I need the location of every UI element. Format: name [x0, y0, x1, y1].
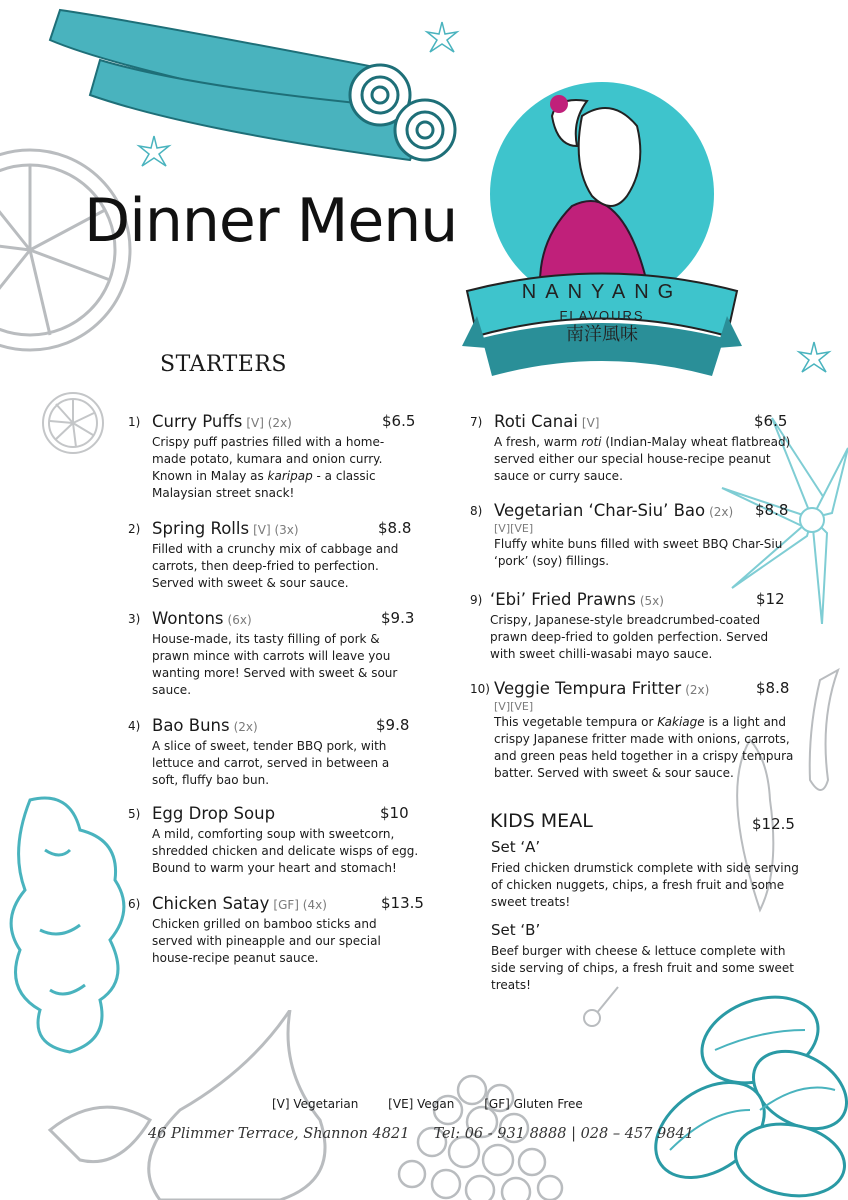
cardamom-illustration: [640, 960, 848, 1200]
item-price: $10: [380, 804, 409, 822]
set-description: Fried chicken drumstick complete with side serving of chicken nuggets, chips, a fresh fruit and some sweet treats!: [491, 861, 799, 909]
menu-item-curry-puffs: [128, 412, 416, 502]
item-price: $8.8: [378, 519, 412, 537]
item-name: Curry Puffs: [152, 412, 243, 431]
logo-sub-text: FLAVOURS: [559, 308, 645, 323]
item-description: Chicken grilled on bamboo sticks and served with pineapple and our special house-recipe peanut sauce.: [152, 917, 381, 965]
item-description: Crispy puff pastries filled with a home-made potato, kumara and onion curry. Known in Malay as karipap - a classic Malaysian street snack!: [152, 435, 385, 500]
item-name: ‘Ebi’ Fried Prawns: [490, 590, 636, 609]
item-number: 5): [128, 807, 141, 821]
item-name: Spring Rolls: [152, 519, 250, 538]
item-price: $9.3: [381, 609, 415, 627]
item-number: 10): [470, 682, 490, 696]
item-tags: (2x): [685, 683, 710, 697]
item-description: House-made, its tasty filling of pork & prawn mince with carrots will leave you wanting more! Served with sweet & sour sauce.: [152, 632, 398, 697]
item-name: Egg Drop Soup: [152, 804, 276, 823]
logo-brand-text: NANYANG: [521, 281, 683, 303]
item-tags: (6x): [227, 613, 252, 627]
item-number: 9): [470, 593, 483, 607]
menu-item-ebi-fried-prawns: [470, 590, 794, 663]
item-tags: (2x): [709, 505, 734, 519]
set-name: Set ‘B’: [491, 921, 541, 939]
item-price: $6.5: [754, 412, 788, 430]
item-description: Crispy, Japanese-style breadcrumbed-coated prawn deep-fried to golden perfection. Served with sweet chilli-wasabi mayo sauce.: [490, 613, 769, 661]
item-tags: (2x): [233, 720, 258, 734]
item-number: 3): [128, 612, 141, 626]
item-description: Fluffy white buns filled with sweet BBQ Char-Siu ‘pork’ (soy) fillings.: [494, 537, 783, 568]
kids-meal-price: $12.5: [752, 815, 795, 833]
star-anise-small-icon: [424, 20, 460, 56]
menu-item-chicken-satay: [128, 894, 424, 967]
item-price: $6.5: [382, 412, 416, 430]
item-tags: [GF] (4x): [273, 898, 327, 912]
item-tags: [V]: [581, 416, 600, 430]
item-description: A mild, comforting soup with sweetcorn, shredded chicken and delicate wisps of egg. Bound to warm your heart and stomach!: [152, 827, 419, 875]
menu-item-spring-rolls: [128, 519, 414, 592]
item-price: $13.5: [381, 894, 424, 912]
item-price: $12: [756, 590, 785, 608]
item-price: $8.8: [756, 679, 790, 697]
item-dietary-tags: [V][VE]: [494, 522, 534, 535]
phone-text: Tel: 06 - 931 8888 | 028 – 457 9841: [433, 1126, 694, 1142]
item-number: 4): [128, 719, 141, 733]
kids-set-b: [491, 921, 811, 994]
footer-contact: [148, 1126, 694, 1142]
item-description: This vegetable tempura or Kakiage is a light and crispy Japanese fritter made with onions, carrots, and green peas held together in a crispy tempura batter. Served with sweet & sour sauce.: [494, 715, 794, 780]
item-price: $9.8: [376, 716, 410, 734]
item-name: Bao Buns: [152, 716, 230, 735]
item-price: $8.8: [755, 501, 789, 519]
menu-item-bao-buns: [128, 716, 414, 789]
item-description: A fresh, warm roti (Indian-Malay wheat flatbread) served either our special house-recipe peanut sauce or curry sauce.: [494, 435, 791, 483]
menu-item-char-siu-bao: [470, 501, 794, 570]
item-number: 8): [470, 504, 483, 518]
kids-meal-heading: KIDS MEAL: [490, 810, 593, 832]
item-tags: [V] (2x): [246, 416, 292, 430]
small-lemon-illustration: [38, 388, 108, 458]
item-tags: [V] (3x): [253, 523, 299, 537]
item-number: 6): [128, 897, 141, 911]
star-anise-small-icon: [796, 340, 832, 376]
item-description: Filled with a crunchy mix of cabbage and carrots, then deep-fried to perfection. Served with sweet & sour sauce.: [152, 542, 399, 590]
menu-item-roti-canai: [470, 412, 794, 485]
starters-heading: STARTERS: [160, 352, 287, 377]
legend-vegetarian: [V] Vegetarian: [272, 1097, 359, 1111]
set-description: Beef burger with cheese & lettuce complete with side serving of chips, a fresh fruit and some sweet treats!: [491, 944, 794, 992]
address-text: 46 Plimmer Terrace, Shannon 4821: [148, 1126, 410, 1142]
kids-set-a: [491, 838, 811, 911]
item-number: 1): [128, 415, 141, 429]
item-number: 2): [128, 522, 141, 536]
menu-item-veggie-tempura: [470, 679, 794, 782]
item-name: Wontons: [152, 609, 224, 628]
star-anise-small-icon: [136, 134, 172, 170]
item-name: Vegetarian ‘Char-Siu’ Bao: [494, 501, 706, 520]
item-description: A slice of sweet, tender BBQ pork, with lettuce and carrot, served in between a soft, fluffy bao bun.: [152, 739, 390, 787]
item-name: Chicken Satay: [152, 894, 270, 913]
item-name: Veggie Tempura Fritter: [494, 679, 682, 698]
logo-chinese-text: 南洋風味: [566, 324, 638, 345]
item-number: 7): [470, 415, 483, 429]
nanyang-flavours-logo: [462, 76, 742, 382]
legend-gluten-free: [GF] Gluten Free: [484, 1097, 583, 1111]
item-name: Roti Canai: [494, 412, 578, 431]
item-dietary-tags: [V][VE]: [494, 700, 534, 713]
page-title: Dinner Menu: [84, 186, 458, 256]
menu-item-egg-drop-soup: [128, 804, 419, 877]
item-tags: (5x): [639, 594, 664, 608]
dietary-legend: [272, 1097, 609, 1111]
legend-vegan: [VE] Vegan: [388, 1097, 455, 1111]
set-name: Set ‘A’: [491, 838, 541, 856]
menu-item-wontons: [128, 609, 415, 699]
